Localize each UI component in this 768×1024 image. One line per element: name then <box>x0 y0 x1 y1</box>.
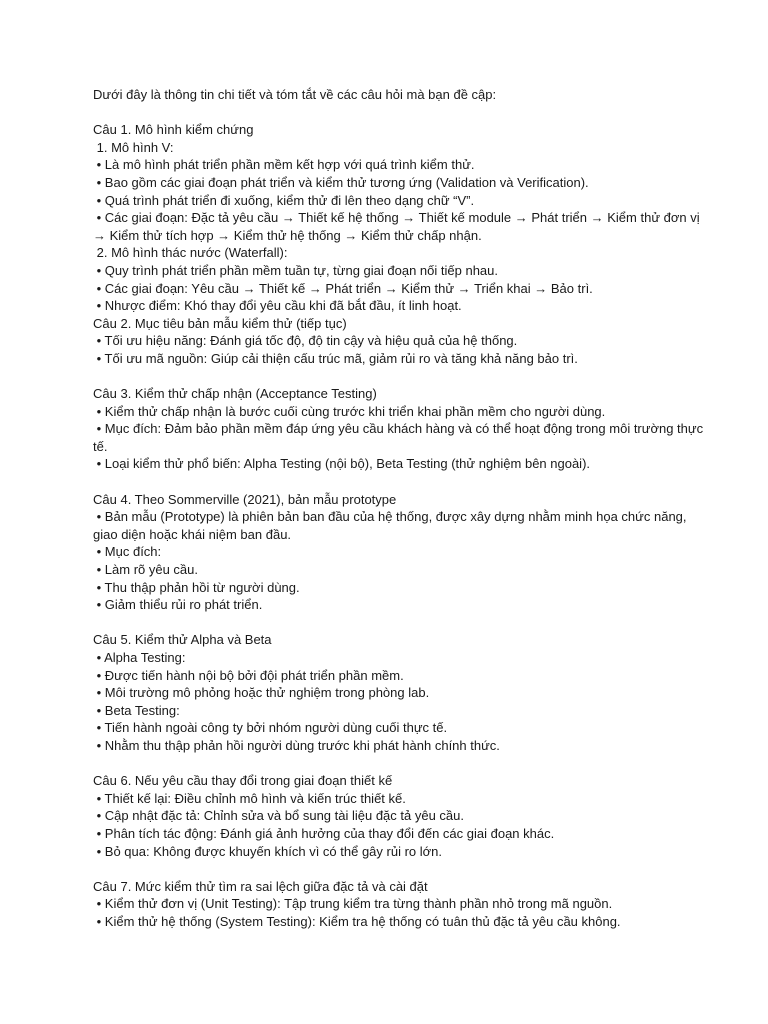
section-line: • Phân tích tác động: Đánh giá ảnh hưởng của thay đổi đến các giai đoạn khác. <box>93 825 555 841</box>
section-heading: Câu 2. Mục tiêu bản mẫu kiểm thử (tiếp tục) <box>93 315 347 331</box>
section-line: • Bao gồm các giai đoạn phát triển và kiểm thử tương ứng (Validation và Verification). <box>93 174 589 190</box>
section-line: • Các giai đoạn: Đặc tả yêu cầu → Thiết kế hệ thống → Thiết kế module → Phát triển → Kiểm thử đơn vị → Kiểm thử tích hợp → Kiểm thử hệ thống → Kiểm thử chấp nhận. <box>93 210 704 243</box>
section-heading: Câu 6. Nếu yêu cầu thay đổi trong giai đoạn thiết kế <box>93 773 393 789</box>
section-heading: Câu 7. Mức kiểm thử tìm ra sai lệch giữa đặc tả và cài đặt <box>93 878 428 894</box>
intro-paragraph: Dưới đây là thông tin chi tiết và tóm tắt về các câu hỏi mà bạn đề cập: <box>93 87 497 102</box>
question-section <box>93 772 708 860</box>
question-section <box>93 878 708 931</box>
section-line: • Các giai đoạn: Yêu cầu → Thiết kế → Phát triển → Kiểm thử → Triển khai → Bảo trì. <box>93 280 593 296</box>
section-line: • Kiểm thử chấp nhận là bước cuối cùng trước khi triển khai phần mềm cho người dùng. <box>93 403 606 419</box>
section-line: • Beta Testing: <box>93 702 180 718</box>
section-line: • Mục đích: <box>93 544 162 560</box>
section-line: 2. Mô hình thác nước (Waterfall): <box>93 245 288 261</box>
section-line: • Cập nhật đặc tả: Chỉnh sửa và bổ sung tài liệu đặc tả yêu cầu. <box>93 808 464 824</box>
section-line: • Thiết kế lại: Điều chỉnh mô hình và kiến trúc thiết kế. <box>93 790 406 806</box>
section-line: • Giảm thiểu rủi ro phát triển. <box>93 597 263 613</box>
section-line: • Nhằm thu thập phản hồi người dùng trước khi phát hành chính thức. <box>93 737 500 753</box>
section-line: • Kiểm thử đơn vị (Unit Testing): Tập trung kiểm tra từng thành phần nhỏ trong mã nguồn. <box>93 896 613 912</box>
section-heading: Câu 1. Mô hình kiểm chứng <box>93 122 254 138</box>
section-line: • Thu thập phản hồi từ người dùng. <box>93 579 300 595</box>
section-line: • Bản mẫu (Prototype) là phiên bản ban đầu của hệ thống, được xây dựng nhằm minh họa chức năng, giao diện hoặc khái niệm ban đầu. <box>93 509 691 542</box>
section-line: • Quá trình phát triển đi xuống, kiểm thử đi lên theo dạng chữ “V”. <box>93 192 475 208</box>
section-line: • Quy trình phát triển phần mềm tuần tự, từng giai đoạn nối tiếp nhau. <box>93 262 498 278</box>
section-heading: Câu 5. Kiểm thử Alpha và Beta <box>93 632 272 648</box>
section-line: • Là mô hình phát triển phần mềm kết hợp với quá trình kiểm thử. <box>93 157 475 173</box>
section-line: • Tiến hành ngoài công ty bởi nhóm người dùng cuối thực tế. <box>93 720 448 736</box>
section-line: • Tối ưu mã nguồn: Giúp cải thiện cấu trúc mã, giảm rủi ro và tăng khả năng bảo trì. <box>93 350 578 366</box>
question-section <box>93 315 708 368</box>
sections-container <box>93 121 708 930</box>
question-section <box>93 121 708 315</box>
section-line: • Loại kiểm thử phổ biến: Alpha Testing (nội bộ), Beta Testing (thử nghiệm bên ngoài). <box>93 456 591 472</box>
section-line: • Bỏ qua: Không được khuyến khích vì có thể gây rủi ro lớn. <box>93 843 443 859</box>
section-line: • Alpha Testing: <box>93 650 186 665</box>
section-line: • Tối ưu hiệu năng: Đánh giá tốc độ, độ tin cậy và hiệu quả của hệ thống. <box>93 333 518 349</box>
section-heading: Câu 4. Theo Sommerville (2021), bản mẫu prototype <box>93 491 397 507</box>
section-line: • Nhược điểm: Khó thay đổi yêu cầu khi đã bắt đầu, ít linh hoạt. <box>93 298 462 314</box>
section-line: • Môi trường mô phỏng hoặc thử nghiệm trong phòng lab. <box>93 685 430 701</box>
question-section <box>93 491 708 614</box>
question-section <box>93 631 708 754</box>
section-line: • Kiểm thử hệ thống (System Testing): Kiểm tra hệ thống có tuân thủ đặc tả yêu cầu không. <box>93 913 621 929</box>
section-line: 1. Mô hình V: <box>93 139 174 155</box>
section-line: • Mục đích: Đảm bảo phần mềm đáp ứng yêu cầu khách hàng và có thể hoạt động trong môi trường thực tế. <box>93 421 707 454</box>
section-line: • Được tiến hành nội bộ bởi đội phát triển phần mềm. <box>93 667 404 683</box>
question-section <box>93 385 708 473</box>
section-heading: Câu 3. Kiểm thử chấp nhận (Acceptance Testing) <box>93 386 377 402</box>
section-line: • Làm rõ yêu cầu. <box>93 562 199 578</box>
